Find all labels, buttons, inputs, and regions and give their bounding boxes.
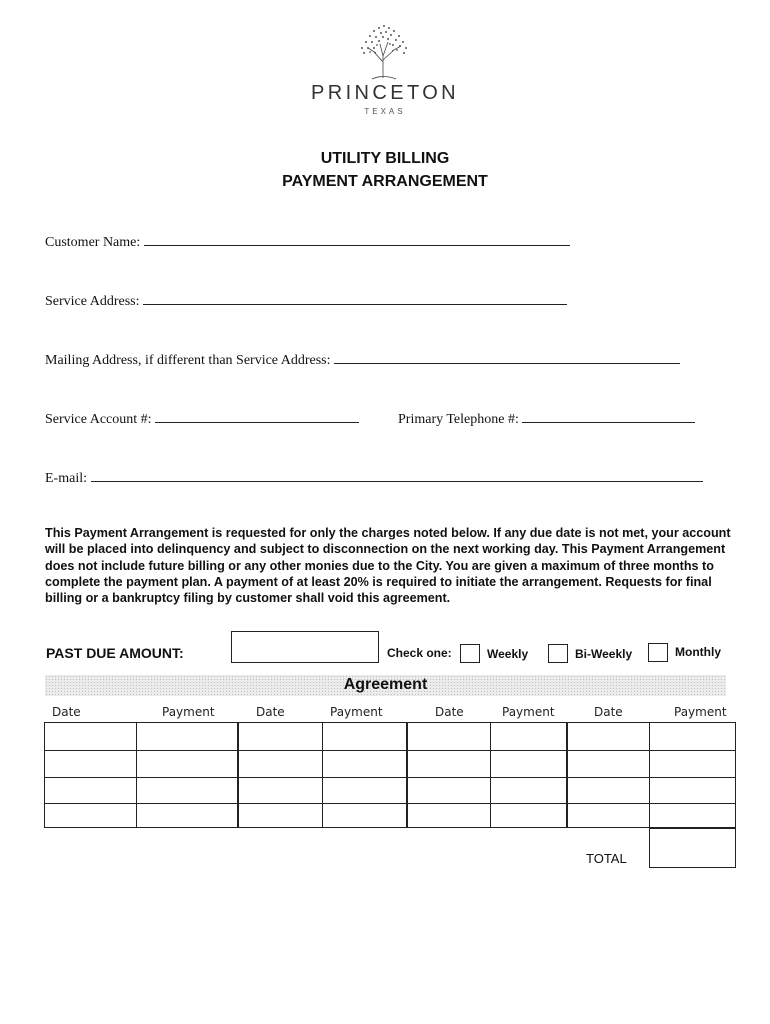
email-label: E-mail:	[45, 471, 87, 486]
grid-column-divider	[136, 723, 137, 827]
weekly-checkbox[interactable]	[460, 644, 480, 663]
past-due-amount-field[interactable]	[231, 631, 379, 663]
grid-column-divider	[322, 723, 323, 827]
column-header-payment: Payment	[330, 705, 383, 719]
arrangement-notice: This Payment Arrangement is requested for only the charges noted below. If any due date is not met, your account will be placed into delinquency and subject to disconnection on the next working day. This Payment Arrangement does not include future billing or any other monies due to the City. You are given a maximum of three months to complete the payment plan. A payment of at least 20% is required to initiate the arrangement. Requests for final billing or a bankruptcy filing by customer shall void this agreement.	[45, 526, 731, 606]
total-label: TOTAL	[586, 851, 627, 866]
grid-column-divider	[490, 723, 491, 827]
grid-row-divider	[45, 777, 735, 778]
form-title-line2: PAYMENT ARRANGEMENT	[282, 173, 488, 190]
total-amount-field[interactable]	[649, 828, 736, 868]
monthly-label: Monthly	[675, 645, 721, 659]
brand-subtitle: TEXAS	[364, 107, 406, 116]
service-address-row	[45, 292, 567, 310]
check-one-label: Check one:	[387, 646, 452, 660]
grid-column-divider	[649, 723, 650, 827]
column-header-date: Date	[256, 705, 285, 719]
service-account-field[interactable]	[155, 410, 359, 423]
column-header-payment: Payment	[674, 705, 727, 719]
mailing-address-row	[45, 351, 680, 369]
email-field[interactable]	[91, 469, 703, 482]
payment-schedule-grid[interactable]	[44, 722, 736, 828]
brand-name: PRINCETON	[310, 82, 460, 104]
primary-telephone-label: Primary Telephone #:	[398, 412, 519, 427]
column-header-date: Date	[435, 705, 464, 719]
agreement-title: Agreement	[343, 676, 428, 693]
weekly-label: Weekly	[487, 647, 529, 661]
service-account-label: Service Account #:	[45, 412, 152, 427]
primary-telephone-field[interactable]	[522, 410, 695, 423]
customer-name-row	[45, 233, 570, 251]
form-title-line1: UTILITY BILLING	[320, 150, 450, 167]
email-row	[45, 469, 703, 487]
princeton-tree-logo	[352, 22, 416, 80]
grid-column-divider	[566, 723, 568, 827]
column-header-payment: Payment	[162, 705, 215, 719]
bi-weekly-label: Bi-Weekly	[575, 647, 633, 661]
past-due-label: PAST DUE AMOUNT:	[46, 645, 184, 661]
grid-row-divider	[45, 803, 735, 804]
service-address-label: Service Address:	[45, 294, 140, 309]
column-header-date: Date	[52, 705, 81, 719]
column-header-date: Date	[594, 705, 623, 719]
monthly-checkbox[interactable]	[648, 643, 668, 662]
mailing-address-label: Mailing Address, if different than Service Address:	[45, 353, 331, 368]
service-address-field[interactable]	[143, 292, 567, 305]
bi-weekly-checkbox[interactable]	[548, 644, 568, 663]
column-header-payment: Payment	[502, 705, 555, 719]
grid-column-divider	[237, 723, 239, 827]
grid-row-divider	[45, 750, 735, 751]
primary-telephone-row	[398, 410, 695, 428]
mailing-address-field[interactable]	[334, 351, 680, 364]
service-account-row	[45, 410, 359, 428]
customer-name-field[interactable]	[144, 233, 570, 246]
grid-column-divider	[406, 723, 408, 827]
customer-name-label: Customer Name:	[45, 235, 141, 250]
